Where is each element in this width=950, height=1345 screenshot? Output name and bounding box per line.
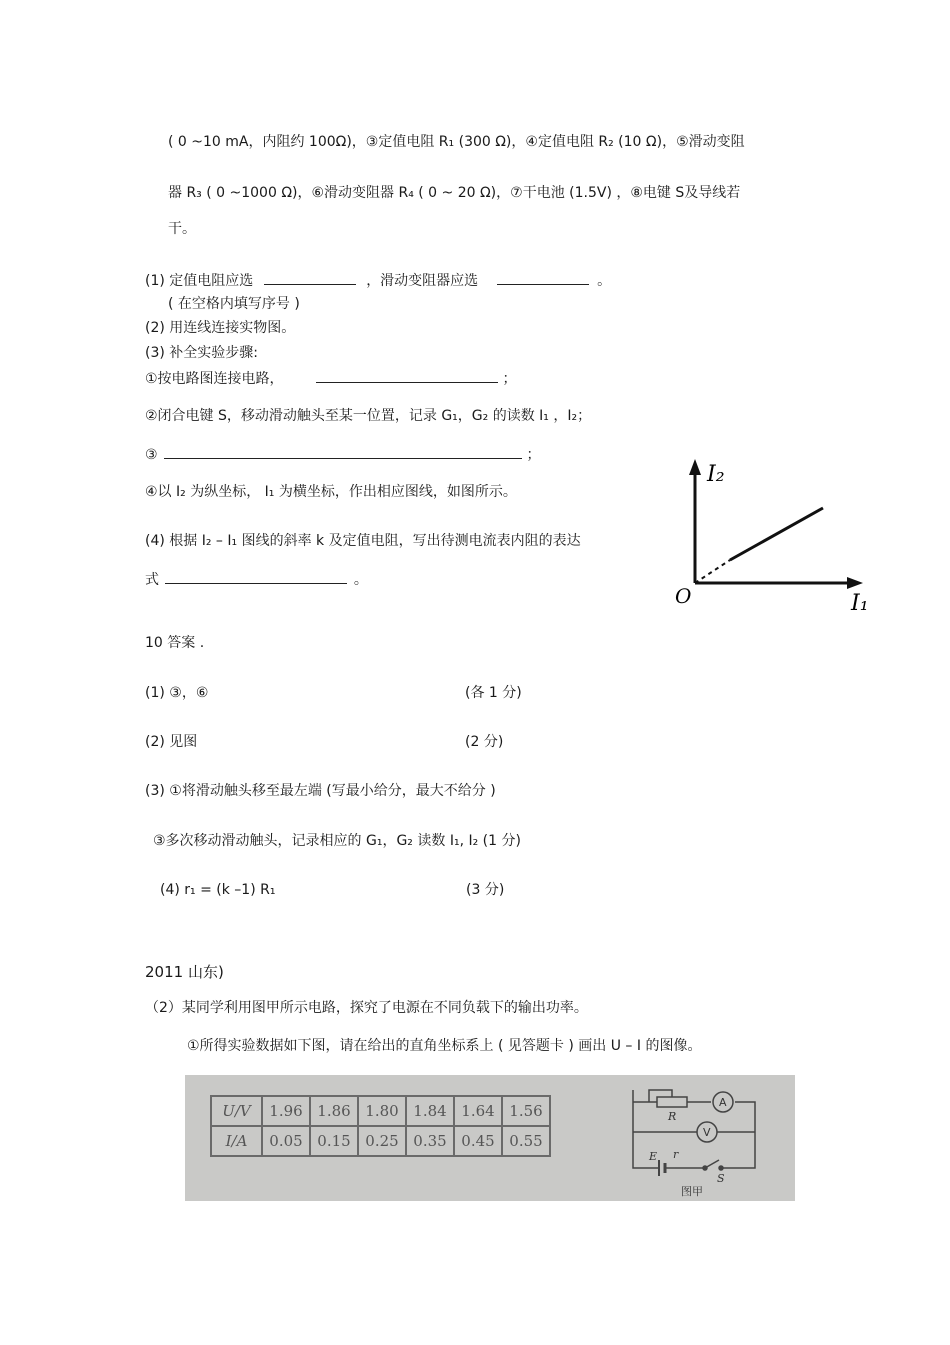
table-cell: 1.86 xyxy=(310,1096,358,1126)
question-3: (3) 补全实验步骤: xyxy=(145,345,258,361)
table-cell: 0.25 xyxy=(358,1126,406,1156)
question-4: (4) 根据 I₂ – I₁ 图线的斜率 k 及定值电阻，写出待测电流表内阻的表达 xyxy=(145,533,581,549)
table-cell: 0.15 xyxy=(310,1126,358,1156)
problem-line-3: 干。 xyxy=(168,221,196,237)
voltmeter-symbol: V xyxy=(703,1126,711,1139)
answer-2-score: (2 分) xyxy=(465,734,504,750)
table-header-i: I/A xyxy=(211,1126,262,1156)
step-1 xyxy=(145,368,516,389)
data-table xyxy=(210,1095,551,1157)
step-3-end: ； xyxy=(526,447,541,463)
circuit-caption: 图甲 xyxy=(681,1185,703,1198)
i2-i1-graph xyxy=(665,455,880,620)
table-cell: 1.84 xyxy=(406,1096,454,1126)
step-3 xyxy=(145,444,540,465)
answer-3b: ③多次移动滑动触头，记录相应的 G₁，G₂ 读数 I₁, I₂ (1 分) xyxy=(153,833,521,849)
question-1 xyxy=(145,270,611,291)
question-2: (2) 用连线连接实物图。 xyxy=(145,320,296,336)
answer-3: (3) ①将滑动触头移至最左端 (写最小给分，最大不给分 ) xyxy=(145,783,496,799)
graph-x-label: I₁ xyxy=(851,591,869,616)
step-2: ②闭合电键 S，移动滑动触头至某一位置，记录 G₁，G₂ 的读数 I₁ ，I₂； xyxy=(145,408,592,424)
table-cell: 0.05 xyxy=(262,1126,310,1156)
answer-blank-step-1[interactable] xyxy=(316,368,498,383)
table-cell: 1.64 xyxy=(454,1096,502,1126)
table-row-i xyxy=(211,1126,550,1156)
question-4-end: 。 xyxy=(353,572,368,588)
table-cell: 1.80 xyxy=(358,1096,406,1126)
circuit-label-r-rheostat: R xyxy=(668,1110,677,1123)
answer-blank-resistor[interactable] xyxy=(264,270,356,285)
section-2-title: 2011 山东) xyxy=(145,963,224,981)
answer-1-score: (各 1 分) xyxy=(465,685,522,701)
experiment-photo xyxy=(185,1075,795,1201)
answer-2: (2) 见图 xyxy=(145,734,198,750)
question-1-part-c: 。 xyxy=(597,273,612,289)
question-1-part-b: ，滑动变阻器应选 xyxy=(366,273,479,289)
answer-4-score: (3 分) xyxy=(466,882,505,898)
circuit-label-s: S xyxy=(717,1172,725,1185)
problem-line-1: ( 0 ~10 mA，内阻约 100Ω)，③定值电阻 R₁ (300 Ω)，④定值电阻 R₂ (10 Ω)，⑤滑动变阻 xyxy=(168,134,745,150)
table-cell: 1.96 xyxy=(262,1096,310,1126)
question-4-label: 式 xyxy=(145,572,159,588)
answer-title: 10 答案 . xyxy=(145,635,205,651)
step-1-end: ； xyxy=(502,371,517,387)
answer-blank-rheostat[interactable] xyxy=(497,270,589,285)
table-header-u: U/V xyxy=(211,1096,262,1126)
question-4-expression xyxy=(145,569,368,590)
section-2-subquestion: ①所得实验数据如下图，请在给出的直角坐标系上 ( 见答题卡 ) 画出 U – I 的图像。 xyxy=(187,1038,702,1054)
section-2-question: （2）某同学利用图甲所示电路，探究了电源在不同负载下的输出功率。 xyxy=(145,1000,588,1016)
table-cell: 0.55 xyxy=(502,1126,550,1156)
table-cell: 1.56 xyxy=(502,1096,550,1126)
circuit-label-e: E xyxy=(649,1150,658,1163)
question-1-part-a: (1) 定值电阻应选 xyxy=(145,273,254,289)
question-1-note: ( 在空格内填写序号 ) xyxy=(168,296,300,312)
step-4: ④以 I₂ 为纵坐标， I₁ 为横坐标，作出相应图线，如图所示。 xyxy=(145,484,517,500)
ammeter-symbol: A xyxy=(719,1096,727,1109)
step-3-label: ③ xyxy=(145,447,158,463)
problem-line-2: 器 R₃ ( 0 ~1000 Ω)，⑥滑动变阻器 R₄ ( 0 ~ 20 Ω)，⑦干电池 (1.5V) ，⑧电键 S及导线若 xyxy=(168,185,741,201)
table-row-u xyxy=(211,1096,550,1126)
answer-blank-step-3[interactable] xyxy=(164,444,522,459)
answer-4: (4) r₁ = (k –1) R₁ xyxy=(160,882,276,898)
table-cell: 0.45 xyxy=(454,1126,502,1156)
graph-y-label: I₂ xyxy=(707,462,725,487)
answer-blank-expression[interactable] xyxy=(165,569,347,584)
graph-origin-label: O xyxy=(675,584,692,608)
circuit-diagram xyxy=(625,1080,775,1198)
table-cell: 0.35 xyxy=(406,1126,454,1156)
step-1-text: ①按电路图连接电路， xyxy=(145,371,284,387)
circuit-label-r-internal: r xyxy=(673,1148,679,1161)
answer-1: (1) ③，⑥ xyxy=(145,685,209,701)
